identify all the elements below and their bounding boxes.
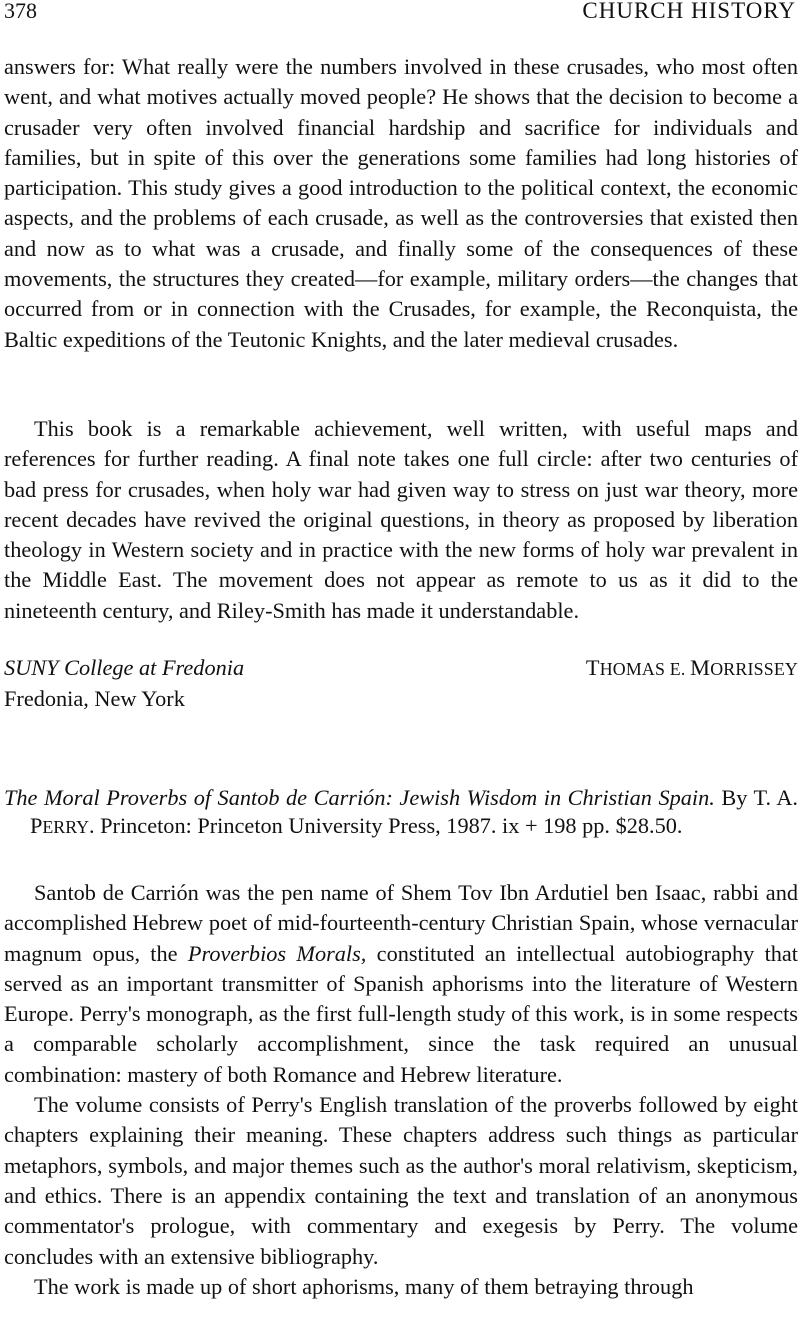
running-head: CHURCH HISTORY xyxy=(582,0,796,23)
review1-paragraph-2 xyxy=(4,414,798,626)
body-text: answers for: What really were the numbers involved in these crusades, who most often went, and what motives actually moved people? He shows that the decision to become a crusader very often involved financial hardship and sacrifice for individuals and families, but in spite of this over the generations some families had long histories of participation. This study gives a good introduction to the political context, the economic aspects, and the problems of each crusade, as well as the controversies that existed then and now as to what was a crusade, and finally some of the consequences of these movements, the structures they created—for example, military orders—the changes that occurred from or in connection with the Crusades, for example, the Reconquista, the Baltic expeditions of the Teutonic Knights, and the later medieval crusades. xyxy=(4,54,798,352)
body-text: This book is a remarkable achievement, well written, with useful maps and references for further reading. A final note takes one full circle: after two centuries of bad press for crusades, when holy war had given way to stress on just war theory, more recent decades have revived the original questions, in theory as proposed by liberation theology in Western society and in practice with the new forms of holy war prevalent in the Middle East. The movement does not appear as remote to us as it did to the nineteenth century, and Riley-Smith has made it understandable. xyxy=(4,416,798,623)
page-header xyxy=(4,0,796,28)
page-number: 378 xyxy=(4,0,37,23)
book-entry-heading: The Moral Proverbs of Santob de Carrión: Jewish Wisdom in Christian Spain. By T. A. PERRY. Princeton: Princeton University Press, 1987. ix + 198 pp. $28.50. xyxy=(4,785,799,838)
reviewer-name: THOMAS E. MORRISSEY xyxy=(585,655,798,680)
book-author: PERRY xyxy=(30,813,89,838)
review2-paragraph-1: Santob de Carrión was the pen name of Shem Tov Ibn Ardutiel ben Isaac, rabbi and accomplished Hebrew poet of mid-fourteenth-century Christian Spain, whose vernacular magnum opus, the Proverbios Morals, constituted an intellectual autobiography that served as an important transmitter of Spanish aphorisms into the literature of Western Europe. Perry's monograph, as the first full-length study of this work, is in some respects a comparable scholarly accomplishment, since the task required an unusual combination: mastery of both Romance and Hebrew literature. xyxy=(4,880,799,1087)
reviewer-location: Fredonia, New York xyxy=(4,686,185,712)
book-title: The Moral Proverbs of Santob de Carrión: Jewish Wisdom in Christian Spain. xyxy=(4,785,715,810)
review2-body xyxy=(4,878,798,1302)
reviewer-signature xyxy=(4,653,798,715)
publication-info: . Princeton: Princeton University Press, 1987. ix + 198 pp. $28.50. xyxy=(88,813,683,838)
reviewer-institution: SUNY College at Fredonia xyxy=(4,655,245,680)
review1-paragraph-1 xyxy=(4,52,798,355)
review2-paragraph-3: The work is made up of short aphorisms, many of them betraying through xyxy=(34,1273,694,1299)
review2-paragraph-2: The volume consists of Perry's English translation of the proverbs followed by eight chapters explaining their meaning. These chapters address such things as particular metaphors, symbols, and major themes such as the author's moral relativism, skepticism, and ethics. There is an appendix containing the text and translation of an anonymous commentator's prologue, with commentary and exegesis by Perry. The volume concludes with an extensive bibliography. xyxy=(4,1092,798,1269)
